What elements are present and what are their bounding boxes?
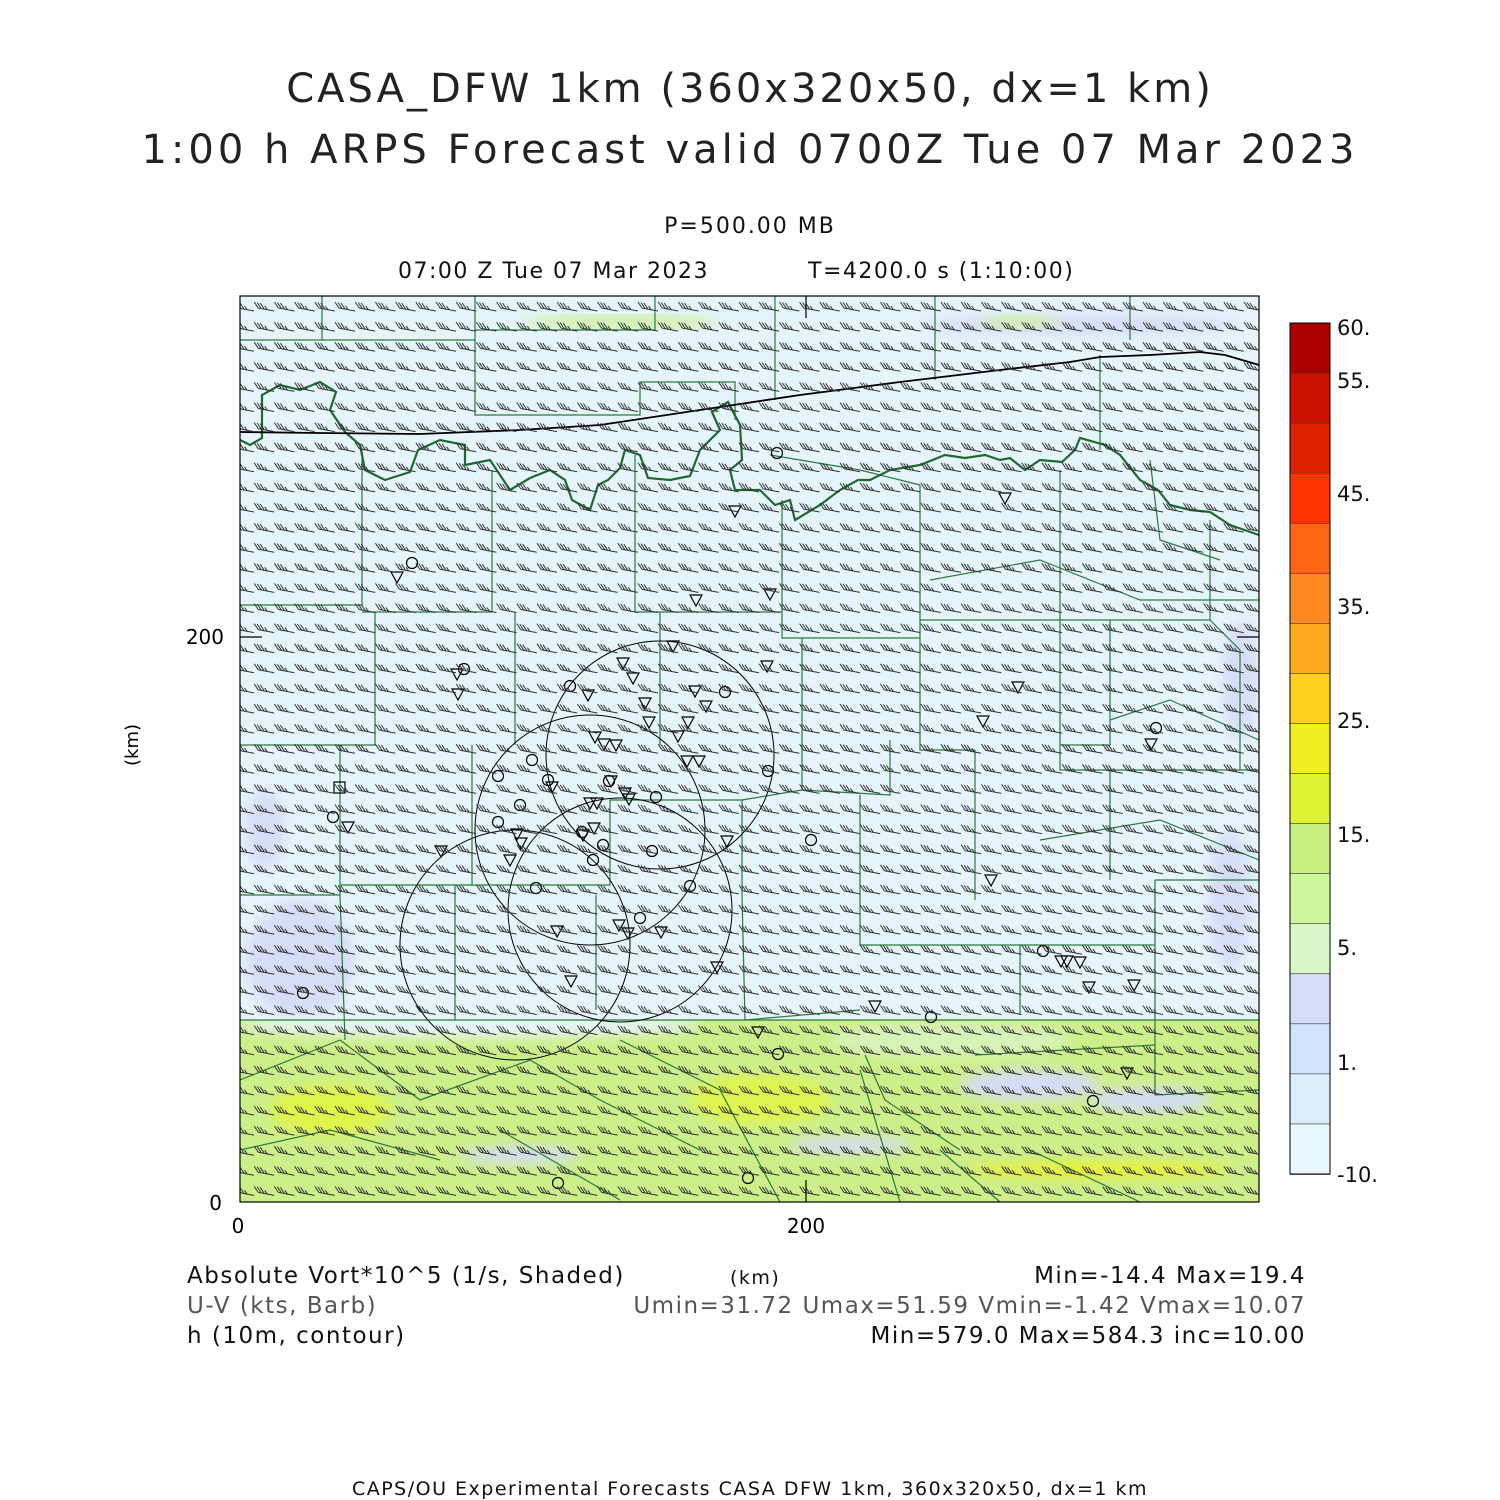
colorbar-segment bbox=[1290, 874, 1330, 925]
colorbar-label: 55. bbox=[1337, 369, 1371, 393]
colorbar bbox=[1290, 316, 1378, 1187]
title-line-1: CASA_DFW 1km (360x320x50, dx=1 km) bbox=[286, 66, 1214, 112]
y-tick-0: 0 bbox=[209, 1191, 222, 1215]
colorbar-label: -10. bbox=[1337, 1163, 1378, 1187]
colorbar-label: 5. bbox=[1337, 936, 1358, 960]
pressure-level: P=500.00 MB bbox=[664, 214, 836, 239]
barb-field-stats: Umin=31.72 Umax=51.59 Vmin=-1.42 Vmax=10.07 bbox=[633, 1293, 1306, 1319]
colorbar-segment bbox=[1290, 924, 1330, 975]
model-time: T=4200.0 s (1:10:00) bbox=[808, 259, 1075, 284]
contour-field-label: h (10m, contour) bbox=[187, 1323, 406, 1349]
x-axis-label: (km) bbox=[730, 1267, 781, 1289]
colorbar-label: 15. bbox=[1337, 823, 1371, 847]
colorbar-segment bbox=[1290, 573, 1330, 624]
colorbar-label: 60. bbox=[1337, 316, 1371, 340]
colorbar-segment bbox=[1290, 323, 1330, 374]
colorbar-segment bbox=[1290, 774, 1330, 825]
contour-field-stats: Min=579.0 Max=584.3 inc=10.00 bbox=[870, 1323, 1306, 1349]
y-tick-200: 200 bbox=[185, 625, 224, 649]
footer-credit: CAPS/OU Experimental Forecasts CASA DFW 1km, 360x320x50, dx=1 km bbox=[351, 1478, 1149, 1500]
colorbar-segment bbox=[1290, 723, 1330, 774]
colorbar-segment bbox=[1290, 824, 1330, 875]
x-tick-200: 200 bbox=[786, 1214, 826, 1238]
colorbar-segment bbox=[1290, 1074, 1330, 1125]
shaded-field-label: Absolute Vort*10^5 (1/s, Shaded) bbox=[187, 1263, 625, 1289]
colorbar-segment bbox=[1290, 423, 1330, 474]
colorbar-segment bbox=[1290, 373, 1330, 424]
colorbar-label: 35. bbox=[1337, 595, 1371, 619]
colorbar-label: 1. bbox=[1337, 1051, 1358, 1075]
valid-time: 07:00 Z Tue 07 Mar 2023 bbox=[398, 259, 710, 284]
colorbar-label: 25. bbox=[1337, 709, 1371, 733]
colorbar-segment bbox=[1290, 1124, 1330, 1175]
colorbar-segment bbox=[1290, 974, 1330, 1025]
title-line-2: 1:00 h ARPS Forecast valid 0700Z Tue 07 Mar 2023 bbox=[141, 127, 1359, 173]
colorbar-label: 45. bbox=[1337, 482, 1371, 506]
x-tick-0: 0 bbox=[231, 1214, 245, 1238]
colorbar-segment bbox=[1290, 473, 1330, 524]
shaded-field-stats: Min=-14.4 Max=19.4 bbox=[1034, 1263, 1306, 1289]
colorbar-segment bbox=[1290, 623, 1330, 674]
y-axis-label: (km) bbox=[122, 723, 143, 767]
colorbar-segment bbox=[1290, 1024, 1330, 1075]
colorbar-segment bbox=[1290, 523, 1330, 574]
barb-field-label: U-V (kts, Barb) bbox=[187, 1293, 378, 1319]
colorbar-segment bbox=[1290, 673, 1330, 724]
